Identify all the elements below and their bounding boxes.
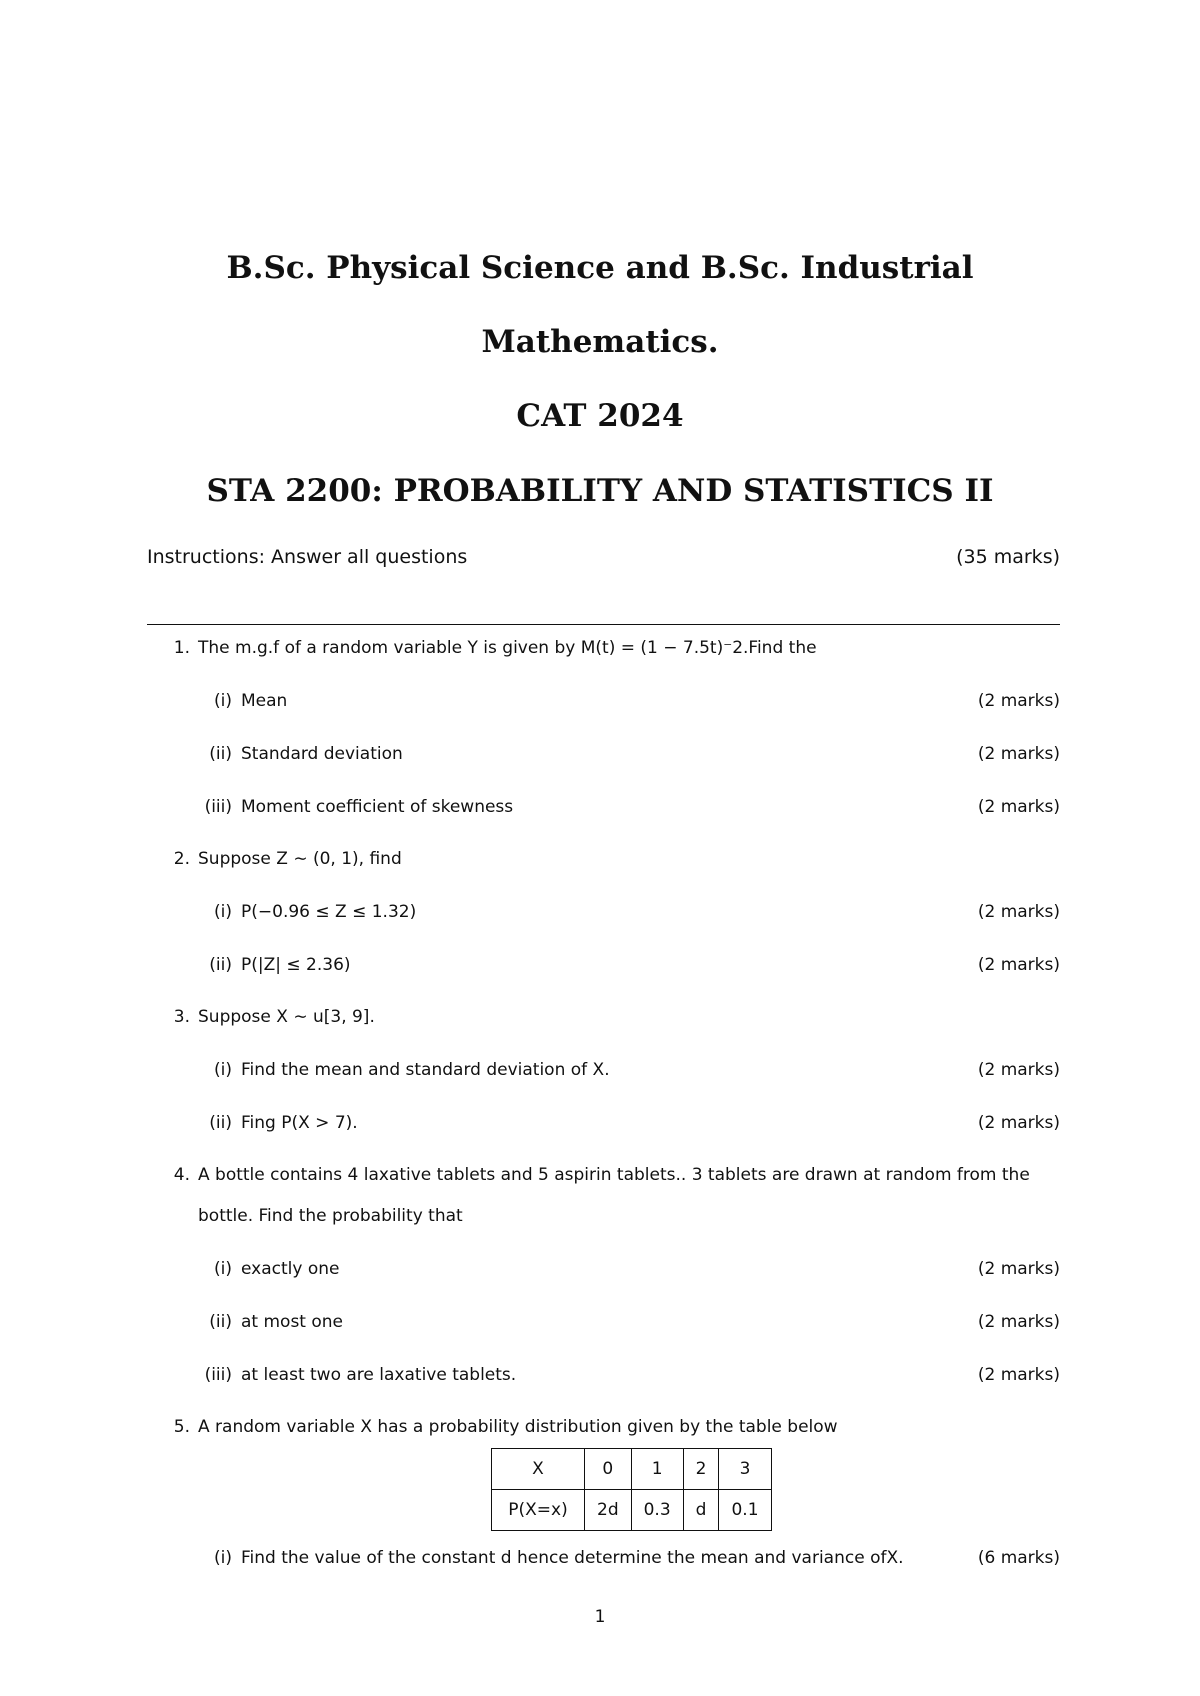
part-label: (i) <box>214 1548 232 1568</box>
table-cell: 2d <box>585 1490 632 1531</box>
table-cell: 1 <box>631 1449 683 1490</box>
part-text: exactly one <box>241 1259 340 1279</box>
instructions-text: Instructions: Answer all questions <box>147 546 468 568</box>
part-text: Find the mean and standard deviation of X. <box>241 1060 610 1080</box>
part-marks: (2 marks) <box>977 691 1060 711</box>
table-cell: d <box>683 1490 719 1531</box>
course-title: STA 2200: PROBABILITY AND STATISTICS II <box>206 473 994 509</box>
table-cell: 2 <box>683 1449 719 1490</box>
table-cell: X <box>492 1449 585 1490</box>
part-marks: (2 marks) <box>977 1113 1060 1133</box>
part-marks: (2 marks) <box>977 1365 1060 1385</box>
question-number: 4. <box>173 1165 190 1185</box>
part-label: (ii) <box>209 955 232 975</box>
part-marks: (2 marks) <box>977 955 1060 975</box>
part-marks: (2 marks) <box>977 1312 1060 1332</box>
part-label: (ii) <box>209 1113 232 1133</box>
part-text: Fing P(X > 7). <box>241 1113 358 1133</box>
part-text: at least two are laxative tablets. <box>241 1365 517 1385</box>
part-label: (i) <box>214 691 232 711</box>
part-label: (ii) <box>209 744 232 764</box>
part-label: (iii) <box>204 797 232 817</box>
total-marks: (35 marks) <box>956 546 1060 568</box>
table-cell: 0 <box>585 1449 632 1490</box>
part-label: (i) <box>214 1060 232 1080</box>
part-text: P(−0.96 ≤ Z ≤ 1.32) <box>241 902 417 922</box>
part-marks: (2 marks) <box>977 902 1060 922</box>
part-text: at most one <box>241 1312 344 1332</box>
part-marks: (2 marks) <box>977 797 1060 817</box>
table-cell: 3 <box>719 1449 771 1490</box>
part-label: (i) <box>214 1259 232 1279</box>
part-marks: (2 marks) <box>977 744 1060 764</box>
instructions-row <box>147 546 1060 568</box>
question-number: 5. <box>173 1417 190 1437</box>
question-text-continued: bottle. Find the probability that <box>198 1206 463 1226</box>
part-text: Find the value of the constant d hence determine the mean and variance ofX. <box>241 1548 904 1568</box>
part-text: Mean <box>241 691 288 711</box>
part-label: (iii) <box>204 1365 232 1385</box>
header-line-3: CAT 2024 <box>516 398 684 434</box>
part-marks: (2 marks) <box>977 1259 1060 1279</box>
part-text: P(|Z| ≤ 2.36) <box>241 955 351 975</box>
divider <box>147 624 1060 625</box>
probability-table <box>491 1448 772 1531</box>
question-text: A random variable X has a probability distribution given by the table below <box>198 1417 838 1437</box>
part-label: (i) <box>214 902 232 922</box>
part-marks: (2 marks) <box>977 1060 1060 1080</box>
table-cell: 0.1 <box>719 1490 771 1531</box>
question-number: 2. <box>173 849 190 869</box>
header-line-2: Mathematics. <box>481 324 719 360</box>
part-text: Standard deviation <box>241 744 403 764</box>
question-number: 3. <box>173 1007 190 1027</box>
table-cell: P(X=x) <box>492 1490 585 1531</box>
question-text: Suppose X ∼ u[3, 9]. <box>198 1007 375 1027</box>
question-text: A bottle contains 4 laxative tablets and 5 aspirin tablets.. 3 tablets are drawn at random from the <box>198 1165 1030 1185</box>
question-text: The m.g.f of a random variable Y is given by M(t) = (1 − 7.5t)⁻2.Find the <box>198 638 817 658</box>
table-row <box>492 1449 772 1490</box>
page-number: 1 <box>594 1607 606 1627</box>
header-line-1: B.Sc. Physical Science and B.Sc. Industrial <box>226 250 974 286</box>
part-text: Moment coefficient of skewness <box>241 797 514 817</box>
question-text: Suppose Z ∼ (0, 1), find <box>198 849 402 869</box>
table-row <box>492 1490 772 1531</box>
part-marks: (6 marks) <box>977 1548 1060 1568</box>
table-cell: 0.3 <box>631 1490 683 1531</box>
part-label: (ii) <box>209 1312 232 1332</box>
question-number: 1. <box>173 638 190 658</box>
